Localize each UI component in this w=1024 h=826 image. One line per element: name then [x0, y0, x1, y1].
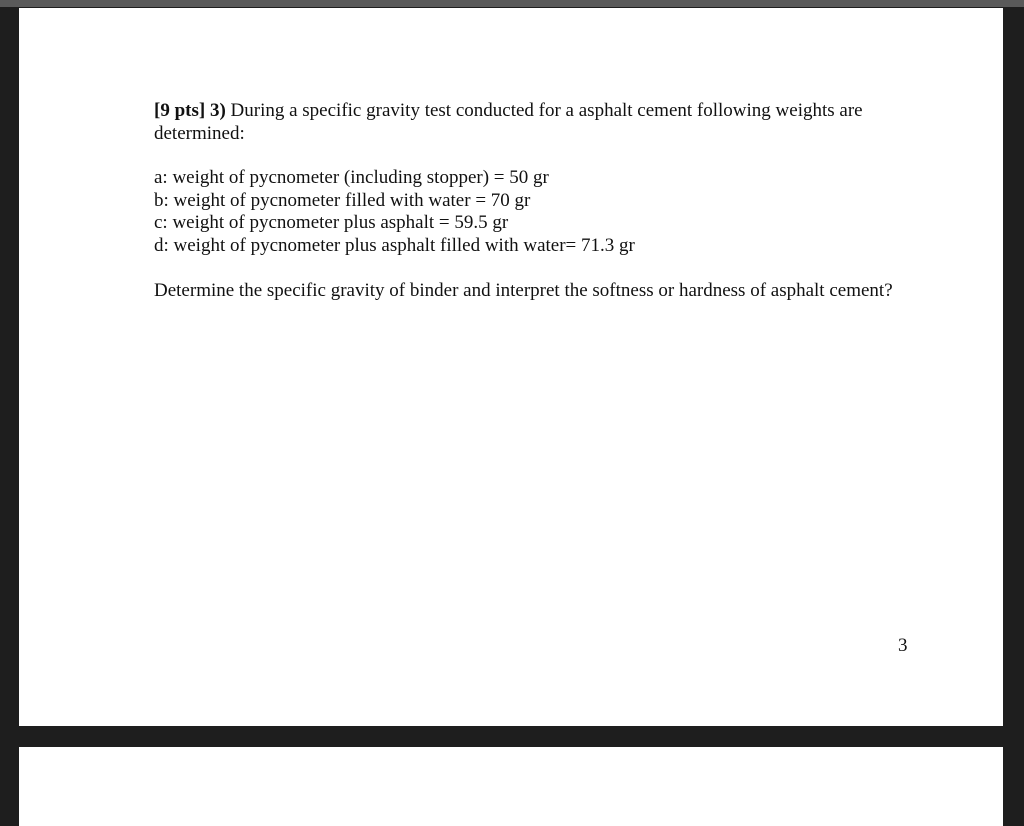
weight-item-c: c: weight of pycnometer plus asphalt = 59.5 gr: [154, 212, 509, 234]
weights-list: [154, 167, 914, 257]
document-page: [19, 8, 1003, 726]
page-number: 3: [898, 635, 908, 656]
question-block: [154, 100, 914, 302]
question-ask: Determine the specific gravity of binder and interpret the softness or hardness of asphalt cement?: [154, 279, 893, 301]
next-document-page: [19, 747, 1003, 826]
weight-item-a: a: weight of pycnometer (including stopper) = 50 gr: [154, 167, 549, 189]
question-intro-text: During a specific gravity test conducted for a asphalt cement following weights are determined:: [154, 100, 863, 144]
viewer-top-bar: [0, 0, 1024, 7]
weight-item-b: b: weight of pycnometer filled with water = 70 gr: [154, 189, 531, 211]
weight-item-d: d: weight of pycnometer plus asphalt filled with water= 71.3 gr: [154, 234, 635, 256]
question-label: [9 pts] 3): [154, 100, 226, 121]
question-intro: [154, 100, 914, 145]
